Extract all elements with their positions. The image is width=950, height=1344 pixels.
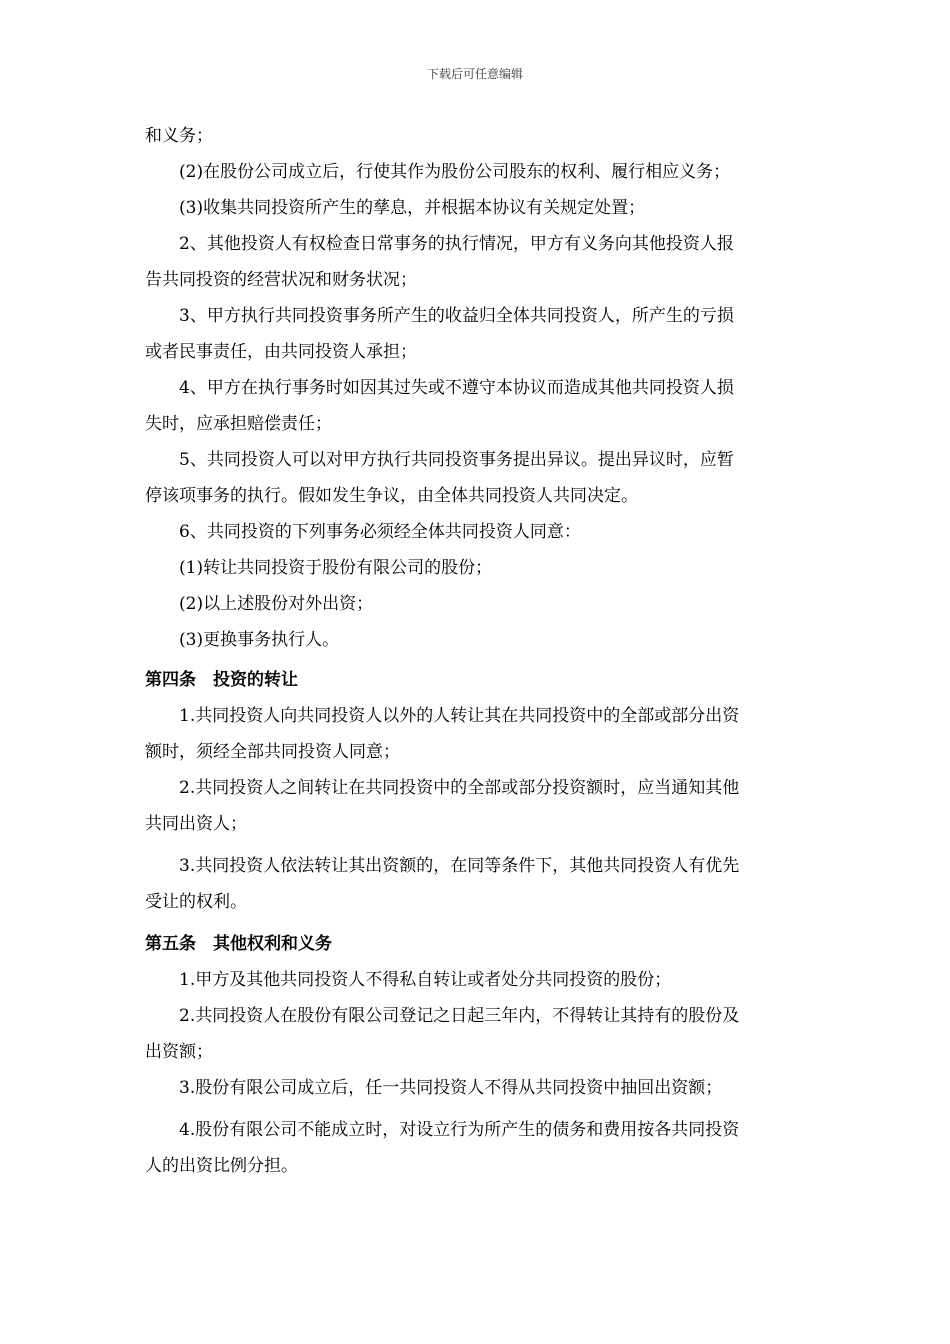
paragraph-line: 6、共同投资的下列事务必须经全体共同投资人同意： — [179, 522, 581, 542]
paragraph-line: 4.股份有限公司不能成立时，对设立行为所产生的债务和费用按各共同投资 — [179, 1120, 740, 1140]
document-body — [145, 118, 807, 1184]
paragraph-line: 或者民事责任，由共同投资人承担； — [145, 342, 417, 362]
page-header: 下载后可任意编辑 — [426, 67, 523, 81]
paragraph-line: 额时，须经全部共同投资人同意； — [145, 742, 400, 762]
paragraph-line: 出资额； — [145, 1042, 213, 1062]
paragraph-line: 和义务； — [145, 126, 213, 146]
paragraph-line: 1.甲方及其他共同投资人不得私自转让或者处分共同投资的股份； — [179, 970, 672, 990]
paragraph-line: 2、其他投资人有权检查日常事务的执行情况，甲方有义务向其他投资人报 — [179, 234, 734, 254]
paragraph-line: 共同出资人； — [145, 814, 247, 834]
paragraph-line: (2)在股份公司成立后，行使其作为股份公司股东的权利、履行相应义务； — [179, 162, 731, 182]
paragraph-line: 4、甲方在执行事务时如因其过失或不遵守本协议而造成其他共同投资人损 — [179, 378, 734, 398]
paragraph-line: (2)以上述股份对外出资； — [179, 594, 374, 614]
paragraph-line: 1.共同投资人向共同投资人以外的人转让其在共同投资中的全部或部分出资 — [179, 706, 740, 726]
paragraph-line: 3、甲方执行共同投资事务所产生的收益归全体共同投资人，所产生的亏损 — [179, 306, 734, 326]
paragraph-line: 告共同投资的经营状况和财务状况； — [145, 270, 417, 290]
paragraph-line: 停该项事务的执行。假如发生争议，由全体共同投资人共同决定。 — [145, 486, 638, 506]
section-heading: 第四条 投资的转让 — [145, 670, 298, 690]
paragraph-line: (3)收集共同投资所产生的孳息，并根据本协议有关规定处置； — [179, 198, 646, 218]
paragraph-line: 5、共同投资人可以对甲方执行共同投资事务提出异议。提出异议时，应暂 — [179, 450, 734, 470]
paragraph-line: 2.共同投资人之间转让在共同投资中的全部或部分投资额时，应当通知其他 — [179, 778, 740, 798]
paragraph-line: 3.股份有限公司成立后，任一共同投资人不得从共同投资中抽回出资额； — [179, 1078, 723, 1098]
paragraph-line: 2.共同投资人在股份有限公司登记之日起三年内，不得转让其持有的股份及 — [179, 1006, 740, 1026]
section-heading: 第五条 其他权利和义务 — [145, 934, 332, 954]
paragraph-line: 人的出资比例分担。 — [145, 1156, 298, 1176]
paragraph-line: (1)转让共同投资于股份有限公司的股份； — [179, 558, 493, 578]
paragraph-line: (3)更换事务执行人。 — [179, 630, 340, 650]
paragraph-line: 3.共同投资人依法转让其出资额的，在同等条件下，其他共同投资人有优先 — [179, 856, 740, 876]
paragraph-line: 受让的权利。 — [145, 892, 247, 912]
paragraph-line: 失时，应承担赔偿责任； — [145, 414, 332, 434]
